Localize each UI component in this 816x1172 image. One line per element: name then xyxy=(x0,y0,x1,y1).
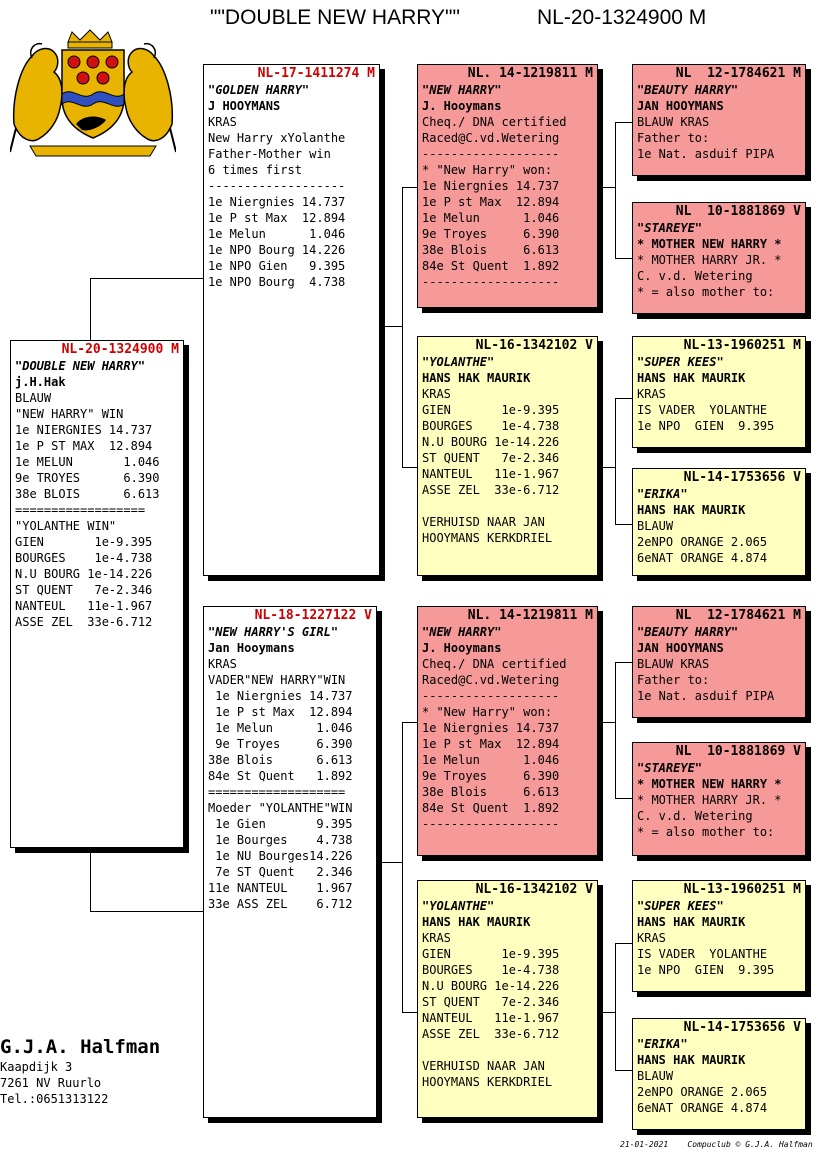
ring-number: NL 10-1881869 V xyxy=(675,204,801,219)
pigeon-name: "NEW HARRY'S GIRL" xyxy=(208,625,339,639)
connector-line xyxy=(615,943,616,1070)
info-line: 1e Melun 1.046 xyxy=(208,227,346,241)
info-line: KRAS xyxy=(422,931,451,945)
breeder-name: J. Hooymans xyxy=(422,99,502,113)
ring-number: NL-17-1411274 M xyxy=(257,66,375,81)
owner-address-city: 7261 NV Ruurlo xyxy=(0,1076,102,1090)
ring-number: NL. 14-1219811 M xyxy=(467,66,593,81)
info-line: BLAUW KRAS xyxy=(637,115,710,129)
info-line: 9e Troyes 6.390 xyxy=(422,227,560,241)
info-line: 1e Nat. asduif PIPA xyxy=(637,147,775,161)
info-line: BOURGES 1e-4.738 xyxy=(422,963,560,977)
connector-line xyxy=(90,911,204,912)
connector-line xyxy=(90,278,204,279)
owner-name: G.J.A. Halfman xyxy=(0,1036,161,1058)
info-line: NANTEUL 11e-1.967 xyxy=(422,467,560,481)
info-line: HOOYMANS KERKDRIEL xyxy=(422,531,553,545)
connector-line xyxy=(615,258,632,259)
connector-line xyxy=(615,122,616,258)
info-line: 9e Troyes 6.390 xyxy=(208,737,353,751)
connector-line xyxy=(615,943,632,944)
connector-line xyxy=(598,187,615,188)
info-line: 1e NPO GIEN 9.395 xyxy=(637,963,775,977)
ring-number: NL 12-1784621 M xyxy=(675,66,801,81)
info-line: ASSE ZEL 33e-6.712 xyxy=(422,1027,560,1041)
info-line: 6eNAT ORANGE 4.874 xyxy=(637,1101,768,1115)
connector-line xyxy=(615,662,616,798)
coat-of-arms-icon xyxy=(10,28,176,158)
info-line: ST QUENT 7e-2.346 xyxy=(422,995,560,1009)
breeder-name: HANS HAK MAURIK xyxy=(637,915,746,929)
pigeon-card-paternal-grandmother xyxy=(417,336,598,576)
connector-line xyxy=(615,524,632,525)
info-line: 1e P st Max 12.894 xyxy=(422,737,560,751)
info-line: "YOLANTHE WIN" xyxy=(15,519,117,533)
info-line: NANTEUL 11e-1.967 xyxy=(422,1011,560,1025)
breeder-name: HANS HAK MAURIK xyxy=(637,503,746,517)
info-line: 38e BLOIS 6.613 xyxy=(15,487,160,501)
pigeon-name: "YOLANTHE" xyxy=(422,899,495,913)
info-line: 9e Troyes 6.390 xyxy=(422,769,560,783)
ring-number: NL. 14-1219811 M xyxy=(467,608,593,623)
info-line: 84e St Quent 1.892 xyxy=(208,769,353,783)
page-title: ""DOUBLE NEW HARRY"" xyxy=(210,6,460,29)
info-line: 38e Blois 6.613 xyxy=(422,785,560,799)
info-line: KRAS xyxy=(208,115,237,129)
info-line: Cheq./ DNA certified xyxy=(422,657,567,671)
pigeon-card-mother xyxy=(203,606,377,1118)
info-line: 1e NPO Gien 9.395 xyxy=(208,259,346,273)
info-line: KRAS xyxy=(208,657,237,671)
ring-number: NL-20-1324900 M xyxy=(61,342,179,357)
info-line: 1e Niergnies 14.737 xyxy=(422,179,560,193)
connector-line xyxy=(598,1012,615,1013)
info-line: New Harry xYolanthe xyxy=(208,131,346,145)
info-line: VERHUISD NAAR JAN xyxy=(422,1059,545,1073)
connector-line xyxy=(402,722,403,1012)
info-line: 2eNPO ORANGE 2.065 xyxy=(637,1085,768,1099)
info-line: BLAUW xyxy=(15,391,52,405)
connector-line xyxy=(380,862,402,863)
pigeon-name: "STAREYE" xyxy=(637,221,703,235)
ring-number: NL-16-1342102 V xyxy=(475,338,593,353)
info-line: 7e ST Quent 2.346 xyxy=(208,865,353,879)
pigeon-card-maternal-grandfather xyxy=(417,606,598,856)
info-line: 1e Gien 9.395 xyxy=(208,817,353,831)
pigeon-name: "YOLANTHE" xyxy=(422,355,495,369)
pigeon-name: "SUPER KEES" xyxy=(637,355,724,369)
owner-phone: Tel.:0651313122 xyxy=(0,1092,109,1106)
pigeon-card-ffm xyxy=(632,202,806,314)
info-line: ST QUENT 7e-2.346 xyxy=(422,451,560,465)
info-line: N.U BOURG 1e-14.226 xyxy=(422,435,560,449)
connector-line xyxy=(598,722,615,723)
info-line: VERHUISD NAAR JAN xyxy=(422,515,545,529)
info-line: 9e TROYES 6.390 xyxy=(15,471,160,485)
connector-line xyxy=(615,798,632,799)
info-line: GIEN 1e-9.395 xyxy=(422,403,560,417)
info-line: Father to: xyxy=(637,673,710,687)
info-line: GIEN 1e-9.395 xyxy=(422,947,560,961)
info-line: ST QUENT 7e-2.346 xyxy=(15,583,153,597)
info-line: IS VADER YOLANTHE xyxy=(637,403,768,417)
info-line: 33e ASS ZEL 6.712 xyxy=(208,897,353,911)
info-line: N.U BOURG 1e-14.226 xyxy=(15,567,153,581)
info-line: Raced@C.vd.Wetering xyxy=(422,131,560,145)
ring-number: NL-14-1753656 V xyxy=(683,470,801,485)
connector-line xyxy=(615,662,632,663)
breeder-name: JAN HOOYMANS xyxy=(637,641,724,655)
info-line: 84e St Quent 1.892 xyxy=(422,801,560,815)
connector-line xyxy=(615,1070,632,1071)
connector-line xyxy=(615,398,616,524)
connector-line xyxy=(615,398,632,399)
ring-number: NL-14-1753656 V xyxy=(683,1020,801,1035)
breeder-name: HANS HAK MAURIK xyxy=(637,1053,746,1067)
breeder-name: JAN HOOYMANS xyxy=(637,99,724,113)
info-line: GIEN 1e-9.395 xyxy=(15,535,153,549)
info-line: 1e NPO Bourg 14.226 xyxy=(208,243,346,257)
info-line: 6 times first xyxy=(208,163,302,177)
breeder-name: HANS HAK MAURIK xyxy=(637,371,746,385)
pigeon-name: "ERIKA" xyxy=(637,487,688,501)
ring-number: NL-13-1960251 M xyxy=(683,882,801,897)
ring-number: NL-13-1960251 M xyxy=(683,338,801,353)
ring-number: NL 12-1784621 M xyxy=(675,608,801,623)
info-line: VADER"NEW HARRY"WIN xyxy=(208,673,346,687)
info-line: HOOYMANS KERKDRIEL xyxy=(422,1075,553,1089)
info-line: 2eNPO ORANGE 2.065 xyxy=(637,535,768,549)
pigeon-card-mff xyxy=(632,606,806,718)
info-line: 1e Niergnies 14.737 xyxy=(208,195,346,209)
pigeon-name: "BEAUTY HARRY" xyxy=(637,625,739,639)
info-line: 1e Niergnies 14.737 xyxy=(422,721,560,735)
info-line: ------------------- xyxy=(422,147,560,161)
breeder-name: J HOOYMANS xyxy=(208,99,281,113)
info-line: 1e P st Max 12.894 xyxy=(208,211,346,225)
connector-line xyxy=(90,852,91,912)
info-line: 1e P st Max 12.894 xyxy=(422,195,560,209)
pigeon-name: "ERIKA" xyxy=(637,1037,688,1051)
info-line: 1e MELUN 1.046 xyxy=(15,455,160,469)
pigeon-card-mmm xyxy=(632,1018,806,1130)
ring-number: NL 10-1881869 V xyxy=(675,744,801,759)
breeder-name: Jan Hooymans xyxy=(208,641,295,655)
owner-address-street: Kaapdijk 3 xyxy=(0,1060,73,1074)
pigeon-name: "DOUBLE NEW HARRY" xyxy=(15,359,146,373)
ring-number: NL-18-1227122 V xyxy=(254,608,372,623)
breeder-name: HANS HAK MAURIK xyxy=(422,371,531,385)
breeder-name: j.H.Hak xyxy=(15,375,66,389)
info-line: 38e Blois 6.613 xyxy=(208,753,353,767)
pigeon-card-fff xyxy=(632,64,806,176)
info-line: ------------------- xyxy=(422,689,560,703)
info-line: BOURGES 1e-4.738 xyxy=(15,551,153,565)
ring-number: NL-16-1342102 V xyxy=(475,882,593,897)
pigeon-card-fmm xyxy=(632,468,806,576)
connector-line xyxy=(380,326,402,327)
info-line: 1e Bourges 4.738 xyxy=(208,833,353,847)
pigeon-name: "NEW HARRY" xyxy=(422,83,502,97)
info-line: 1e Melun 1.046 xyxy=(422,753,560,767)
info-line: * "New Harry" won: xyxy=(422,163,553,177)
connector-line xyxy=(402,467,418,468)
info-line: ================== xyxy=(15,503,146,517)
info-line: KRAS xyxy=(637,387,666,401)
pigeon-card-maternal-grandmother xyxy=(417,880,598,1118)
info-line: * MOTHER HARRY JR. * xyxy=(637,793,782,807)
info-line: "NEW HARRY" WIN xyxy=(15,407,124,421)
info-line: * = also mother to: xyxy=(637,825,775,839)
pigeon-card-subject xyxy=(10,340,184,848)
info-line: C. v.d. Wetering xyxy=(637,269,753,283)
info-line: 1e Niergnies 14.737 xyxy=(208,689,353,703)
pigeon-card-mfm xyxy=(632,742,806,856)
pigeon-name: "GOLDEN HARRY" xyxy=(208,83,310,97)
info-line: Moeder "YOLANTHE"WIN xyxy=(208,801,353,815)
info-line: BLAUW xyxy=(637,1069,674,1083)
info-line: BLAUW xyxy=(637,519,674,533)
pigeon-name: "NEW HARRY" xyxy=(422,625,502,639)
info-line: ASSE ZEL 33e-6.712 xyxy=(15,615,153,629)
info-line: ------------------- xyxy=(208,179,346,193)
info-line: 1e Nat. asduif PIPA xyxy=(637,689,775,703)
info-line: 1e Melun 1.046 xyxy=(208,721,353,735)
info-line: Father-Mother win xyxy=(208,147,331,161)
connector-line xyxy=(402,187,418,188)
info-line: * = also mother to: xyxy=(637,285,775,299)
info-line: ASSE ZEL 33e-6.712 xyxy=(422,483,560,497)
connector-line xyxy=(598,467,615,468)
connector-line xyxy=(402,1012,418,1013)
info-line: * MOTHER HARRY JR. * xyxy=(637,253,782,267)
info-line: 1e P st Max 12.894 xyxy=(208,705,353,719)
info-line: C. v.d. Wetering xyxy=(637,809,753,823)
info-line xyxy=(422,1042,593,1058)
info-line: ------------------- xyxy=(422,817,560,831)
pigeon-card-fmf xyxy=(632,336,806,448)
info-line: BOURGES 1e-4.738 xyxy=(422,419,560,433)
info-line: 1e Melun 1.046 xyxy=(422,211,560,225)
info-line: KRAS xyxy=(637,931,666,945)
page-ring-number: NL-20-1324900 M xyxy=(537,6,707,29)
info-line: KRAS xyxy=(422,387,451,401)
connector-line xyxy=(615,122,632,123)
pigeon-name: "BEAUTY HARRY" xyxy=(637,83,739,97)
info-line: =================== xyxy=(208,785,346,799)
pigeon-card-paternal-grandfather xyxy=(417,64,598,308)
breeder-name: J. Hooymans xyxy=(422,641,502,655)
breeder-name: HANS HAK MAURIK xyxy=(422,915,531,929)
info-line: * "New Harry" won: xyxy=(422,705,553,719)
pigeon-card-mmf xyxy=(632,880,806,992)
info-line xyxy=(422,498,593,514)
info-line: 1e NU Bourges14.226 xyxy=(208,849,353,863)
info-line: 1e NPO GIEN 9.395 xyxy=(637,419,775,433)
breeder-name: * MOTHER NEW HARRY * xyxy=(637,237,782,251)
info-line: BLAUW KRAS xyxy=(637,657,710,671)
info-line: 1e P ST MAX 12.894 xyxy=(15,439,153,453)
pigeon-name: "STAREYE" xyxy=(637,761,703,775)
info-line: Cheq./ DNA certified xyxy=(422,115,567,129)
pigeon-card-father xyxy=(203,64,380,576)
connector-line xyxy=(402,722,418,723)
print-credit: 21-01-2021 Compuclub © G.J.A. Halfman xyxy=(620,1140,813,1149)
info-line: Raced@C.vd.Wetering xyxy=(422,673,560,687)
info-line: NANTEUL 11e-1.967 xyxy=(15,599,153,613)
info-line: 6eNAT ORANGE 4.874 xyxy=(637,551,768,565)
connector-line xyxy=(402,187,403,467)
info-line: 38e Blois 6.613 xyxy=(422,243,560,257)
info-line: 11e NANTEUL 1.967 xyxy=(208,881,353,895)
connector-line xyxy=(90,278,91,340)
breeder-name: * MOTHER NEW HARRY * xyxy=(637,777,782,791)
info-line: Father to: xyxy=(637,131,710,145)
info-line: 84e St Quent 1.892 xyxy=(422,259,560,273)
pigeon-name: "SUPER KEES" xyxy=(637,899,724,913)
info-line: 1e NPO Bourg 4.738 xyxy=(208,275,346,289)
info-line: N.U BOURG 1e-14.226 xyxy=(422,979,560,993)
info-line: ------------------- xyxy=(422,275,560,289)
info-line: 1e NIERGNIES 14.737 xyxy=(15,423,153,437)
info-line: IS VADER YOLANTHE xyxy=(637,947,768,961)
